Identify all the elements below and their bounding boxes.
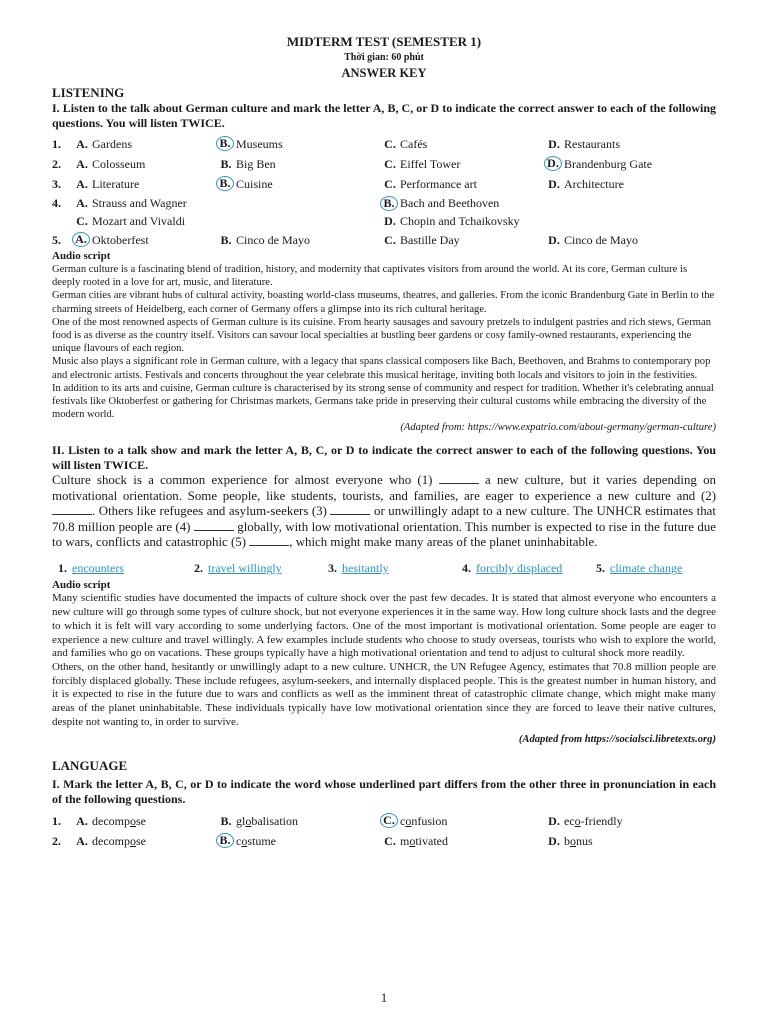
listening-heading: LISTENING [52, 85, 125, 100]
correct-answer-circle: A. [72, 232, 90, 247]
question-5: 5. A. Oktoberfest B. Cinco de Mayo C. Bastille Day D. Cinco de Mayo [52, 232, 638, 247]
document-page [52, 30, 716, 851]
language-heading: LANGUAGE [52, 757, 128, 773]
audio-script-label-2: Audio script [52, 579, 111, 592]
blank-4 [194, 520, 234, 531]
answer-5: climate change [610, 561, 683, 576]
source-citation-1: (Adapted from: https://www.expatrio.com/about-germany/german-culture) [400, 422, 716, 434]
source-citation-2: (Adapted from https://socialsci.libretexts.org) [518, 733, 716, 745]
correct-answer-circle: B. [216, 176, 234, 191]
question-4-row-2: C. Mozart and Vivaldi D. Chopin and Tchaikovsky [76, 214, 520, 228]
listening-part2-instruction: II. Listen to a talk show and mark the letter A, B, C, or D to indicate the correct answer to each of the following questions. You will listen TWICE. [52, 443, 716, 473]
language-part1-instruction: I. Mark the letter A, B, C, or D to indicate the word whose underlined part differs from the other three in pronunciation in each of the following questions. [52, 776, 716, 806]
correct-answer-circle: B. [380, 196, 398, 211]
question-2: 2. A. Colosseum B. Big Ben C. Eiffel Tower D. Brandenburg Gate [52, 156, 653, 171]
correct-answer-circle: D. [544, 156, 562, 171]
answer-4: forcibly displaced [476, 561, 563, 576]
audio-script-label-1: Audio script [52, 250, 111, 262]
answer-1: encounters [72, 561, 124, 576]
correct-answer-circle: B. [216, 136, 234, 151]
question-1: 1. A. Gardens B. Museums C. Cafés D. Restaurants [52, 136, 620, 151]
gap-fill-passage: Culture shock is a common experience for almost everyone who (1) a new culture, but it varies depending on motivational orientation. Some people, like students, tourists, and families, are eager to experience a new culture and (2) . Others like refugees and asylum-seekers (3) or unwillingly adapt to a new culture. The UNHCR estimates that 70.8 million people are (4) globally, with low motivational orientation. This number is expected to rise in the future due to wars, conflicts and catastrophic (5) , which might make many areas of the planet uninhabitable. [52, 473, 716, 550]
gap-fill-answers: 1. encounters 2. travel willingly 3. hesitantly 4. forcibly displaced 5. climate change [58, 561, 683, 576]
pronunciation-question-2: 2. A. decompose B. costume C. motivated D. bonus [52, 832, 593, 848]
audio-script-2: Many scientific studies have documented the impacts of culture shock over the past few decades. It is stated that almost everyone who encounters a new culture will go through some types of culture shock, but not everyone experiences it in the same way. How long culture shock lasts and the degree to which it is felt will vary according to some underlying factors. One of the most important is motivational orientation. Some people are eager to experience a new culture and travel willingly. A few examples include students who choose to study overseas, tourists who wish to explore the world, and families who go on vacations. These groups typically have a high motivational orientation and tend to adjust to cultural shock more readily. Others, on the other hand, hesitantly or unwillingly adapt to a new culture. UNHCR, the UN Refugee Agency, estimates that 70.8 million people are forcibly displaced globally. These include refugees, asylum-seekers, and internally displaced people. This is the greatest number in human history, and it is expected to rise in the future due to wars and conflicts as well as the imminent threat of catastrophic climate change, which might make many areas of the planet uninhabitable. These individuals typically have low motivational orientation since they are forced to leave their native cultures, despite not wanting to, in order to survive. [52, 592, 716, 728]
blank-2 [52, 504, 92, 515]
question-3: 3. A. Literature B. Cuisine C. Performance art D. Architecture [52, 176, 624, 191]
blank-5 [249, 535, 289, 546]
blank-3 [330, 504, 370, 515]
page-number: 1 [380, 990, 388, 1005]
correct-answer-circle: B. [216, 833, 234, 848]
test-title: MIDTERM TEST (SEMESTER 1) [286, 34, 482, 49]
blank-1 [439, 473, 479, 484]
test-duration: Thời gian: 60 phút [344, 52, 424, 63]
audio-script-1: German culture is a fascinating blend of tradition, history, and modernity that captivates visitors from around the world. At its core, German culture is deeply rooted in a love for art, music, and literature. German cities are vibrant hubs of cultural activity, boasting world-class museums, theatres, and galleries. From the iconic Brandenburg Gate in Berlin to the charming streets of Heidelberg, each corner of Germany offers a glimpse into its rich cultural heritage. One of the most renowned aspects of German culture is its cuisine. From hearty sausages and savoury pretzels to indulgent pastries and rich stews, German food is as diverse as the country itself. Visitors can savour local specialties at bustling beer gardens or cosy family-owned restaurants, experiencing the unique flavours of each region. Music also plays a significant role in German culture, with a legacy that spans classical composers like Bach, Beethoven, and Brahms to contemporary pop and electronic artists. Festivals and concerts throughout the year celebrate this musical heritage, inviting both locals and visitors to join in the festivities. In addition to its arts and cuisine, German culture is characterised by its strong sense of community and respect for tradition. Whether it's celebrating annual festivals like Oktoberfest or gathering for Christmas markets, Germans take pride in preserving their cultural customs while embracing the diversity of the modern world. [52, 264, 715, 421]
answer-3: hesitantly [342, 561, 389, 576]
pronunciation-question-1: 1. A. decompose B. globalisation C. confusion D. eco-friendly [52, 812, 623, 828]
listening-part1-instruction: I. Listen to the talk about German culture and mark the letter A, B, C, or D to indicate the correct answer to each of the following questions. You will listen TWICE. [52, 101, 716, 130]
correct-answer-circle: C. [380, 813, 398, 828]
question-4: 4. A. Strauss and Wagner B. Bach and Beethoven [52, 196, 500, 210]
answer-key-title: ANSWER KEY [341, 66, 427, 80]
answer-2: travel willingly [208, 561, 282, 576]
